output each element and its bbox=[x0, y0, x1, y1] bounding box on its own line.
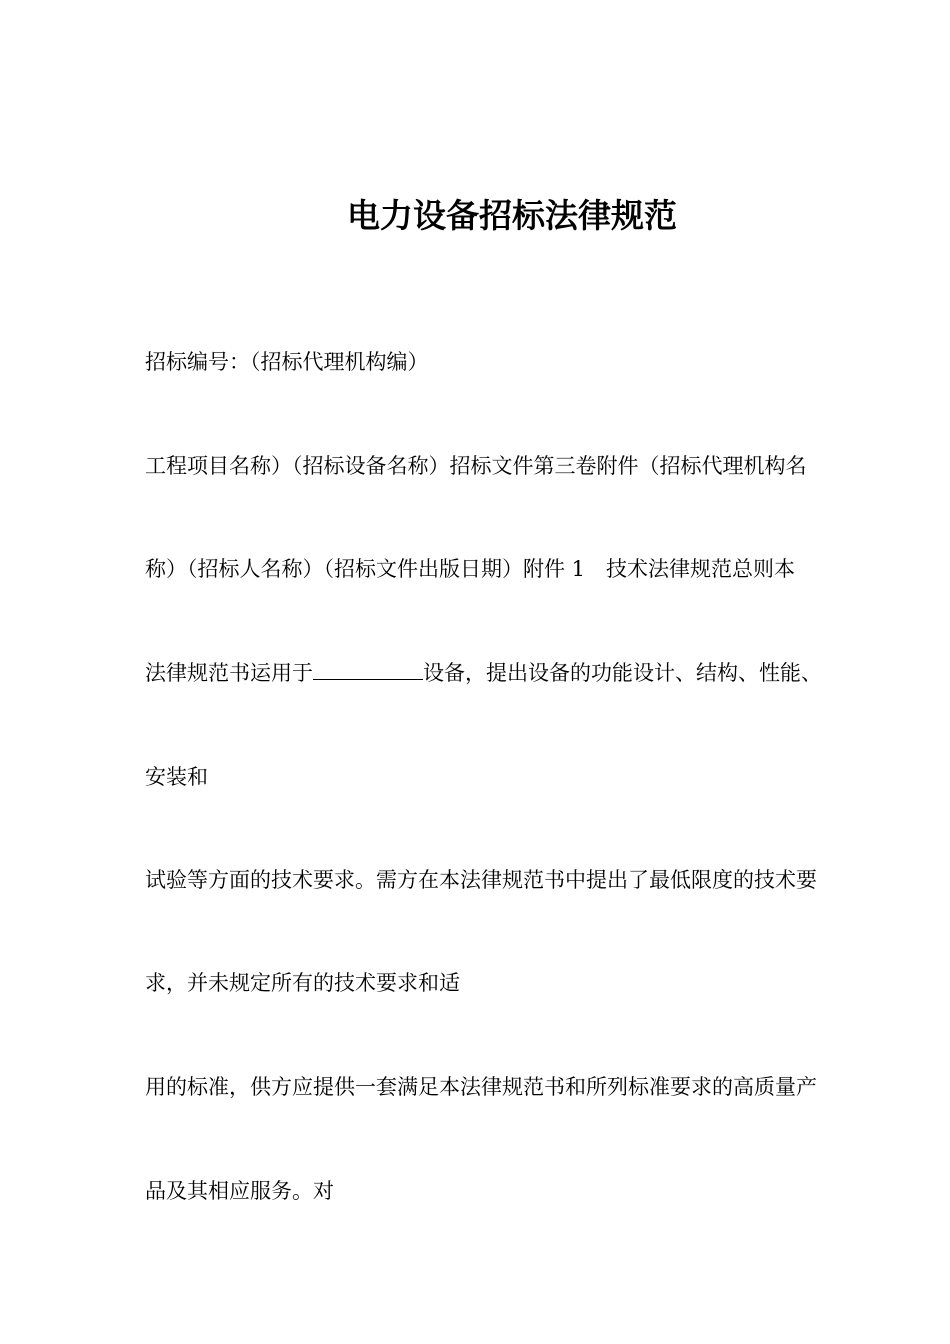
fill-in-blank bbox=[313, 661, 423, 680]
paragraph-line-1: 招标编号：（招标代理机构编） bbox=[145, 350, 429, 374]
paragraph-line-8: 用的标准，供方应提供一套满足本法律规范书和所列标准要求的高质量产 bbox=[145, 1075, 817, 1099]
paragraph-line-9: 品及其相应服务。对 bbox=[145, 1179, 334, 1203]
paragraph-line-7: 求，并未规定所有的技术要求和适 bbox=[145, 971, 460, 995]
blank-line-after-text: 设备，提出设备的功能设计、结构、性能、 bbox=[423, 661, 822, 685]
blank-line-before-text: 法律规范书运用于 bbox=[145, 661, 313, 685]
paragraph-line-2: 工程项目名称）（招标设备名称）招标文件第三卷附件（招标代理机构名 bbox=[145, 454, 807, 478]
paragraph-line-6: 试验等方面的技术要求。需方在本法律规范书中提出了最低限度的技术要 bbox=[145, 868, 817, 892]
paragraph-line-3: 称）（招标人名称）（招标文件出版日期）附件 1 技术法律规范总则本 bbox=[145, 557, 796, 581]
paragraph-line-5: 安装和 bbox=[145, 765, 208, 789]
document-title: 电力设备招标法律规范 bbox=[347, 196, 677, 235]
paragraph-line-4 bbox=[145, 658, 822, 688]
